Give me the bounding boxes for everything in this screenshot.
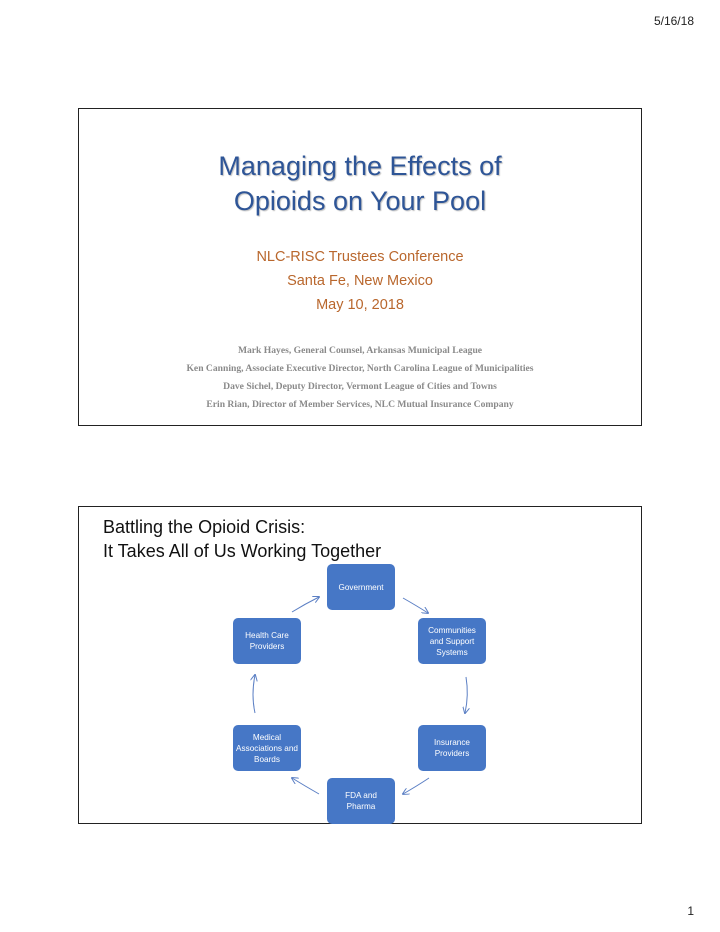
heading-line-2: It Takes All of Us Working Together [103,541,382,561]
presenter-item: Erin Rian, Director of Member Services, NLC Mutual Insurance Company [206,399,514,410]
presenter-item: Ken Canning, Associate Executive Director, North Carolina League of Municipalities [186,363,534,374]
cycle-node-fda: FDA and Pharma [327,778,395,824]
cycle-node-communities: Communities and Support Systems [418,618,486,664]
cycle-arrows [79,507,641,823]
page-number: 1 [687,904,694,918]
arrow-insurance-to-fda [403,778,429,794]
cycle-node-insurance: Insurance Providers [418,725,486,771]
slide-title [78,108,642,426]
presenter-list [79,342,641,414]
title-line-2: Opioids on Your Pool [233,186,487,216]
cycle-node-health-care: Health Care Providers [233,618,301,664]
title-line-1: Managing the Effects of [218,151,502,181]
cycle-node-government: Government [327,564,395,610]
arrow-communities-to-insurance [465,677,467,713]
arrow-medical-to-healthcare [253,675,255,713]
presenter-item: Mark Hayes, General Counsel, Arkansas Municipal League [237,345,483,356]
arrow-healthcare-to-government [292,597,319,612]
conference-location: Santa Fe, New Mexico [287,273,433,289]
arrow-fda-to-medical [292,778,319,794]
header-date: 5/16/18 [653,14,694,28]
cycle-node-medical: Medical Associations and Boards [233,725,301,771]
conference-date: May 10, 2018 [316,297,404,313]
slide-cycle-diagram [78,506,642,824]
slide-title-heading [79,149,641,219]
arrow-government-to-communities [403,598,428,613]
heading-line-1: Battling the Opioid Crisis: [103,517,306,537]
conference-info [79,245,641,317]
presenter-item: Dave Sichel, Deputy Director, Vermont League of Cities and Towns [223,381,497,392]
conference-name: NLC-RISC Trustees Conference [256,249,464,265]
